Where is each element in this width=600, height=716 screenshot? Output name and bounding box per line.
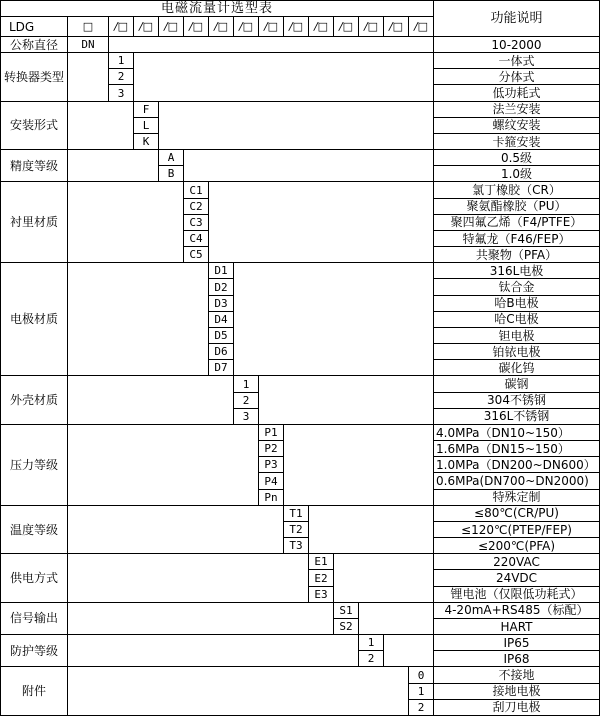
spacer-cell <box>68 102 134 151</box>
category-label: 压力等级 <box>1 425 68 506</box>
model-code-slot: /□ <box>384 17 409 37</box>
function-desc: 聚氨酯橡胶（PU） <box>434 199 600 215</box>
spacer-cell <box>234 263 434 376</box>
category-label: 转换器类型 <box>1 53 68 102</box>
model-code-slot: /□ <box>109 17 134 37</box>
spacer-cell <box>209 182 434 263</box>
table-title: 电磁流量计选型表 <box>1 1 434 17</box>
category-label: 公称直径 <box>1 37 68 53</box>
selection-code: 2 <box>409 700 434 716</box>
function-desc: 不接地 <box>434 667 600 683</box>
spacer-cell <box>159 102 434 151</box>
spacer-cell <box>134 53 434 102</box>
selection-code: E2 <box>309 570 334 586</box>
model-code-slot: /□ <box>334 17 359 37</box>
selection-code: T1 <box>284 506 309 522</box>
category-label: 安装形式 <box>1 102 68 151</box>
selection-code: F <box>134 102 159 118</box>
selection-code: E3 <box>309 587 334 603</box>
selection-code: 1 <box>409 684 434 700</box>
model-code-slot: /□ <box>284 17 309 37</box>
function-desc: IP68 <box>434 651 600 667</box>
model-code-slot: /□ <box>309 17 334 37</box>
spacer-cell <box>68 635 359 667</box>
function-desc: 10-2000 <box>434 37 600 53</box>
function-desc: ≤80℃(CR/PU) <box>434 506 600 522</box>
function-desc: 1.6MPa（DN15~150） <box>434 441 600 457</box>
spacer-cell <box>68 376 234 425</box>
spacer-cell <box>259 376 434 425</box>
selection-code: T3 <box>284 538 309 554</box>
spacer-cell <box>68 603 334 635</box>
selection-code: D3 <box>209 296 234 312</box>
category-label: 精度等级 <box>1 150 68 182</box>
model-code-slot: /□ <box>134 17 159 37</box>
selection-code: L <box>134 118 159 134</box>
model-prefix-label: LDG <box>1 17 68 37</box>
selection-code: D1 <box>209 263 234 279</box>
function-desc: 316L不锈钢 <box>434 409 600 425</box>
function-desc: 碳钢 <box>434 376 600 392</box>
spacer-cell <box>384 635 434 667</box>
function-column-header: 功能说明 <box>434 1 600 37</box>
spacer-cell <box>109 37 434 53</box>
model-code-slot: /□ <box>409 17 434 37</box>
selection-code: P2 <box>259 441 284 457</box>
function-desc: 锂电池（仅限低功耗式） <box>434 587 600 603</box>
spacer-cell <box>68 425 259 506</box>
selection-code: 3 <box>109 85 134 101</box>
category-label: 电极材质 <box>1 263 68 376</box>
function-desc: 铂铱电极 <box>434 344 600 360</box>
category-label: 温度等级 <box>1 506 68 555</box>
selection-code: P4 <box>259 473 284 489</box>
selection-code: 1 <box>359 635 384 651</box>
spacer-cell <box>284 425 434 506</box>
spacer-cell <box>68 182 184 263</box>
function-desc: 刮刀电极 <box>434 700 600 716</box>
function-desc: 钽电极 <box>434 328 600 344</box>
category-label: 外壳材质 <box>1 376 68 425</box>
function-desc: 氯丁橡胶（CR） <box>434 182 600 198</box>
selection-code: D2 <box>209 279 234 295</box>
selection-code: S2 <box>334 619 359 635</box>
function-desc: 316L电极 <box>434 263 600 279</box>
spacer-cell <box>68 263 209 376</box>
selection-code: 1 <box>234 376 259 392</box>
function-desc: 卡箍安装 <box>434 134 600 150</box>
selection-code: P1 <box>259 425 284 441</box>
model-code-slot: /□ <box>359 17 384 37</box>
model-code-slot: /□ <box>159 17 184 37</box>
model-first-code-slot: □ <box>68 17 109 37</box>
selection-code: C4 <box>184 231 209 247</box>
function-desc: 304不锈钢 <box>434 393 600 409</box>
model-code-slot: /□ <box>234 17 259 37</box>
function-desc: 哈B电极 <box>434 296 600 312</box>
selection-code: K <box>134 134 159 150</box>
selection-code: C5 <box>184 247 209 263</box>
function-desc: 220VAC <box>434 554 600 570</box>
function-desc: 接地电极 <box>434 684 600 700</box>
function-desc: 0.5级 <box>434 150 600 166</box>
selection-code: 2 <box>109 69 134 85</box>
spacer-cell <box>68 150 159 182</box>
spacer-cell <box>334 554 434 603</box>
model-code-slot: /□ <box>184 17 209 37</box>
function-desc: 低功耗式 <box>434 85 600 101</box>
function-desc: 钛合金 <box>434 279 600 295</box>
selection-code: D7 <box>209 360 234 376</box>
selection-code: 0 <box>409 667 434 683</box>
function-desc: 4.0MPa（DN10~150） <box>434 425 600 441</box>
selection-code: P3 <box>259 457 284 473</box>
function-desc: 特殊定制 <box>434 490 600 506</box>
function-desc: 聚四氟乙烯（F4/PTFE） <box>434 215 600 231</box>
selection-code: 1 <box>109 53 134 69</box>
category-label: 供电方式 <box>1 554 68 603</box>
category-label: 附件 <box>1 667 68 716</box>
spacer-cell <box>184 150 434 182</box>
spacer-cell <box>68 554 309 603</box>
function-desc: 24VDC <box>434 570 600 586</box>
selection-code: C3 <box>184 215 209 231</box>
function-desc: 特氟龙（F46/FEP） <box>434 231 600 247</box>
category-label: 信号输出 <box>1 603 68 635</box>
selection-code: A <box>159 150 184 166</box>
selection-code: D4 <box>209 312 234 328</box>
category-label: 衬里材质 <box>1 182 68 263</box>
function-desc: ≤200℃(PFA) <box>434 538 600 554</box>
function-desc: 1.0MPa（DN200~DN600） <box>434 457 600 473</box>
selection-code: B <box>159 166 184 182</box>
function-desc: IP65 <box>434 635 600 651</box>
model-code-slot: /□ <box>259 17 284 37</box>
selection-code: 3 <box>234 409 259 425</box>
selection-code: D6 <box>209 344 234 360</box>
function-desc: 法兰安装 <box>434 102 600 118</box>
selection-code: 2 <box>234 393 259 409</box>
spacer-cell <box>68 53 109 102</box>
function-desc: 碳化钨 <box>434 360 600 376</box>
selection-code: Pn <box>259 490 284 506</box>
spacer-cell <box>68 506 284 555</box>
selection-code: 2 <box>359 651 384 667</box>
selection-code: S1 <box>334 603 359 619</box>
selection-code: D5 <box>209 328 234 344</box>
spacer-cell <box>309 506 434 555</box>
function-desc: 0.6MPa(DN700~DN2000) <box>434 473 600 489</box>
function-desc: ≤120℃(PTEP/FEP) <box>434 522 600 538</box>
function-desc: 1.0级 <box>434 166 600 182</box>
selection-code: DN <box>68 37 109 53</box>
selection-code: C2 <box>184 199 209 215</box>
spacer-cell <box>68 667 409 716</box>
function-desc: 一体式 <box>434 53 600 69</box>
category-label: 防护等级 <box>1 635 68 667</box>
function-desc: 螺纹安装 <box>434 118 600 134</box>
model-code-slot: /□ <box>209 17 234 37</box>
selection-code: T2 <box>284 522 309 538</box>
selection-code: E1 <box>309 554 334 570</box>
spacer-cell <box>359 603 434 635</box>
selection-code: C1 <box>184 182 209 198</box>
function-desc: 分体式 <box>434 69 600 85</box>
function-desc: 哈C电极 <box>434 312 600 328</box>
function-desc: 4-20mA+RS485（标配） <box>434 603 600 619</box>
function-desc: 共聚物（PFA） <box>434 247 600 263</box>
function-desc: HART <box>434 619 600 635</box>
